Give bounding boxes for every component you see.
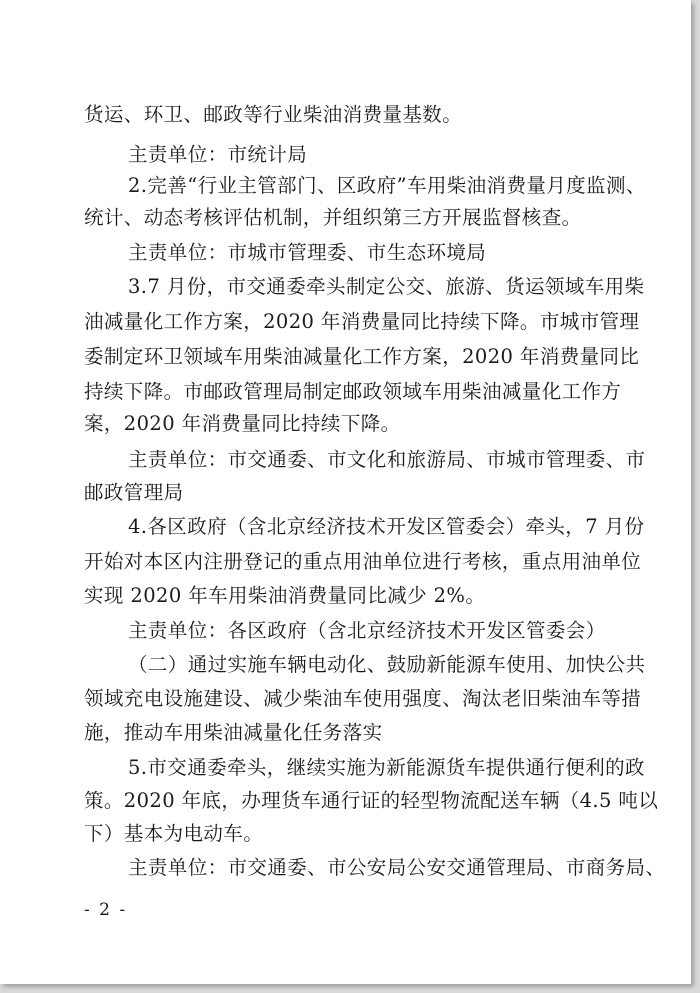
text-line: 2.完善“行业主管部门、区政府”车用柴油消费量月度监测、 — [128, 174, 646, 197]
text-line: （二）通过实施车辆电动化、鼓励新能源车使用、加快公共 — [128, 653, 646, 676]
text-line: 统计、动态考核评估机制，并组织第三方开展监督核查。 — [84, 206, 582, 229]
text-line: 领域充电设施建设、减少柴油车使用强度、淘汰老旧柴油车等措 — [84, 687, 642, 710]
text-line: 主责单位：市交通委、市公安局公安交通管理局、市商务局、 — [128, 856, 666, 879]
text-line: 委制定环卫领域车用柴油减量化工作方案，2020 年消费量同比 — [84, 345, 640, 368]
text-line: 下）基本为电动车。 — [84, 822, 264, 845]
text-line: 主责单位：市城市管理委、市生态环境局 — [128, 241, 487, 264]
text-line: 主责单位：市统计局 — [128, 143, 308, 166]
text-line: 主责单位：各区政府（含北京经济技术开发区管委会） — [128, 619, 606, 642]
text-line: 施，推动车用柴油减量化任务落实 — [84, 721, 383, 744]
text-line: 案，2020 年消费量同比持续下降。 — [84, 412, 401, 435]
text-line: 4.各区政府（含北京经济技术开发区管委会）牵头，7 月份 — [128, 515, 645, 538]
text-line: 3.7 月份，市交通委牵头制定公交、旅游、货运领域车用柴 — [128, 275, 645, 298]
text-line: 油减量化工作方案，2020 年消费量同比持续下降。市城市管理 — [84, 310, 640, 333]
text-line: 开始对本区内注册登记的重点用油单位进行考核，重点用油单位 — [84, 550, 642, 573]
text-line: 策。2020 年底，办理货车通行证的轻型物流配送车辆（4.5 吨以 — [84, 789, 659, 812]
page-number: - 2 - — [84, 900, 128, 920]
text-line: 主责单位：市交通委、市文化和旅游局、市城市管理委、市 — [128, 448, 646, 471]
text-line: 实现 2020 年车用柴油消费量同比减少 2%。 — [84, 584, 486, 607]
text-line: 邮政管理局 — [84, 481, 184, 504]
text-line: 持续下降。市邮政管理局制定邮政领域车用柴油减量化工作方 — [84, 380, 622, 403]
text-line: 5.市交通委牵头，继续实施为新能源货车提供通行便利的政 — [128, 756, 645, 779]
text-line: 货运、环卫、邮政等行业柴油消费量基数。 — [84, 103, 463, 126]
